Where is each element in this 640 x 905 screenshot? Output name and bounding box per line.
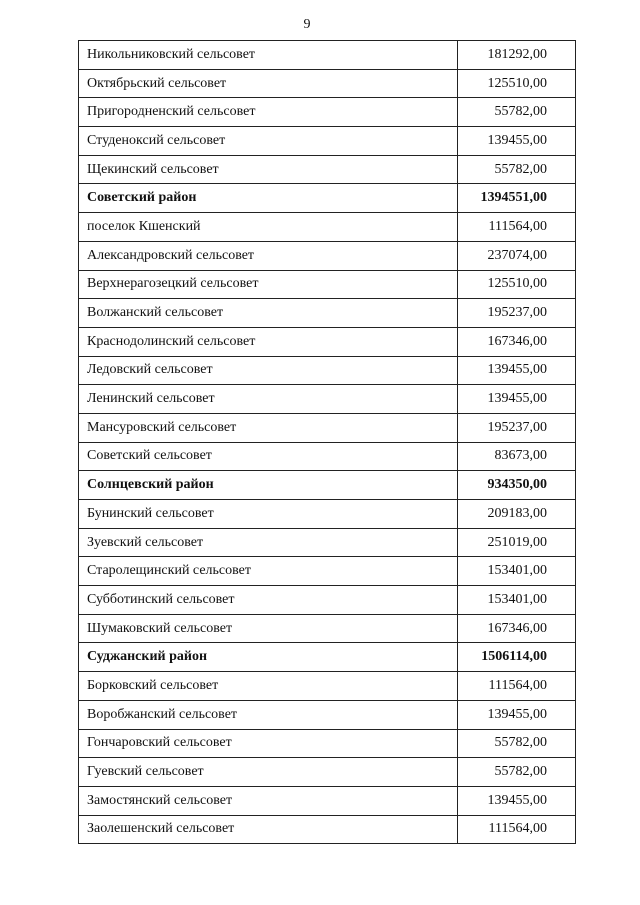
municipality-amount: 55782,00 <box>458 758 576 787</box>
municipality-name: Шумаковский сельсовет <box>79 614 458 643</box>
municipality-name: Старолещинский сельсовет <box>79 557 458 586</box>
municipality-name: Советский сельсовет <box>79 442 458 471</box>
district-amount: 1394551,00 <box>458 184 576 213</box>
municipality-name: Александровский сельсовет <box>79 241 458 270</box>
table-row <box>79 786 576 815</box>
municipality-amount: 139455,00 <box>458 385 576 414</box>
municipality-amount: 237074,00 <box>458 241 576 270</box>
municipality-amount: 153401,00 <box>458 586 576 615</box>
district-amount: 1506114,00 <box>458 643 576 672</box>
district-amount: 934350,00 <box>458 471 576 500</box>
table-row <box>79 98 576 127</box>
municipality-name: Щекинский сельсовет <box>79 155 458 184</box>
municipality-name: Краснодолинский сельсовет <box>79 327 458 356</box>
municipality-name: Заолешенский сельсовет <box>79 815 458 844</box>
municipality-amount: 209183,00 <box>458 500 576 529</box>
table-row <box>79 299 576 328</box>
district-total-row <box>79 184 576 213</box>
table-row <box>79 155 576 184</box>
table-row <box>79 614 576 643</box>
table-row <box>79 758 576 787</box>
table-row <box>79 586 576 615</box>
table-row <box>79 672 576 701</box>
table-row <box>79 528 576 557</box>
municipality-amount: 55782,00 <box>458 155 576 184</box>
table-row <box>79 729 576 758</box>
municipality-name: Верхнерагозецкий сельсовет <box>79 270 458 299</box>
table-row <box>79 700 576 729</box>
municipality-name: Гуевский сельсовет <box>79 758 458 787</box>
municipality-name: Волжанский сельсовет <box>79 299 458 328</box>
municipality-name: Мансуровский сельсовет <box>79 413 458 442</box>
table-row <box>79 413 576 442</box>
table-row <box>79 442 576 471</box>
municipality-amount: 139455,00 <box>458 786 576 815</box>
table-row <box>79 127 576 156</box>
table-row <box>79 500 576 529</box>
municipality-amount: 251019,00 <box>458 528 576 557</box>
table-row <box>79 327 576 356</box>
municipality-amount: 125510,00 <box>458 270 576 299</box>
municipality-name: Ледовский сельсовет <box>79 356 458 385</box>
table-row <box>79 557 576 586</box>
municipality-amount: 83673,00 <box>458 442 576 471</box>
municipality-name: Бунинский сельсовет <box>79 500 458 529</box>
municipality-amount: 111564,00 <box>458 815 576 844</box>
allocation-table-body <box>79 41 576 844</box>
district-name: Солнцевский район <box>79 471 458 500</box>
municipality-amount: 139455,00 <box>458 127 576 156</box>
municipality-amount: 195237,00 <box>458 413 576 442</box>
municipality-name: Гончаровский сельсовет <box>79 729 458 758</box>
district-name: Советский район <box>79 184 458 213</box>
municipality-amount: 125510,00 <box>458 69 576 98</box>
table-row <box>79 815 576 844</box>
district-total-row <box>79 643 576 672</box>
municipality-name: Октябрьский сельсовет <box>79 69 458 98</box>
table-row <box>79 356 576 385</box>
municipality-amount: 55782,00 <box>458 729 576 758</box>
table-row <box>79 41 576 70</box>
table-row <box>79 241 576 270</box>
table-row <box>79 69 576 98</box>
municipality-amount: 139455,00 <box>458 356 576 385</box>
municipality-amount: 139455,00 <box>458 700 576 729</box>
table-row <box>79 270 576 299</box>
municipality-amount: 111564,00 <box>458 672 576 701</box>
municipality-name: Никольниковский сельсовет <box>79 41 458 70</box>
municipality-amount: 55782,00 <box>458 98 576 127</box>
municipality-name: Субботинский сельсовет <box>79 586 458 615</box>
municipality-amount: 181292,00 <box>458 41 576 70</box>
allocation-table <box>78 40 576 844</box>
municipality-name: Ленинский сельсовет <box>79 385 458 414</box>
municipality-name: Пригородненский сельсовет <box>79 98 458 127</box>
municipality-amount: 153401,00 <box>458 557 576 586</box>
municipality-amount: 111564,00 <box>458 213 576 242</box>
municipality-name: Борковский сельсовет <box>79 672 458 701</box>
municipality-name: Замостянский сельсовет <box>79 786 458 815</box>
municipality-name: поселок Кшенский <box>79 213 458 242</box>
municipality-name: Студеноксий сельсовет <box>79 127 458 156</box>
municipality-amount: 167346,00 <box>458 327 576 356</box>
municipality-amount: 195237,00 <box>458 299 576 328</box>
municipality-name: Воробжанский сельсовет <box>79 700 458 729</box>
district-name: Суджанский район <box>79 643 458 672</box>
district-total-row <box>79 471 576 500</box>
table-row <box>79 213 576 242</box>
municipality-amount: 167346,00 <box>458 614 576 643</box>
page-number: 9 <box>303 17 311 32</box>
municipality-name: Зуевский сельсовет <box>79 528 458 557</box>
table-row <box>79 385 576 414</box>
